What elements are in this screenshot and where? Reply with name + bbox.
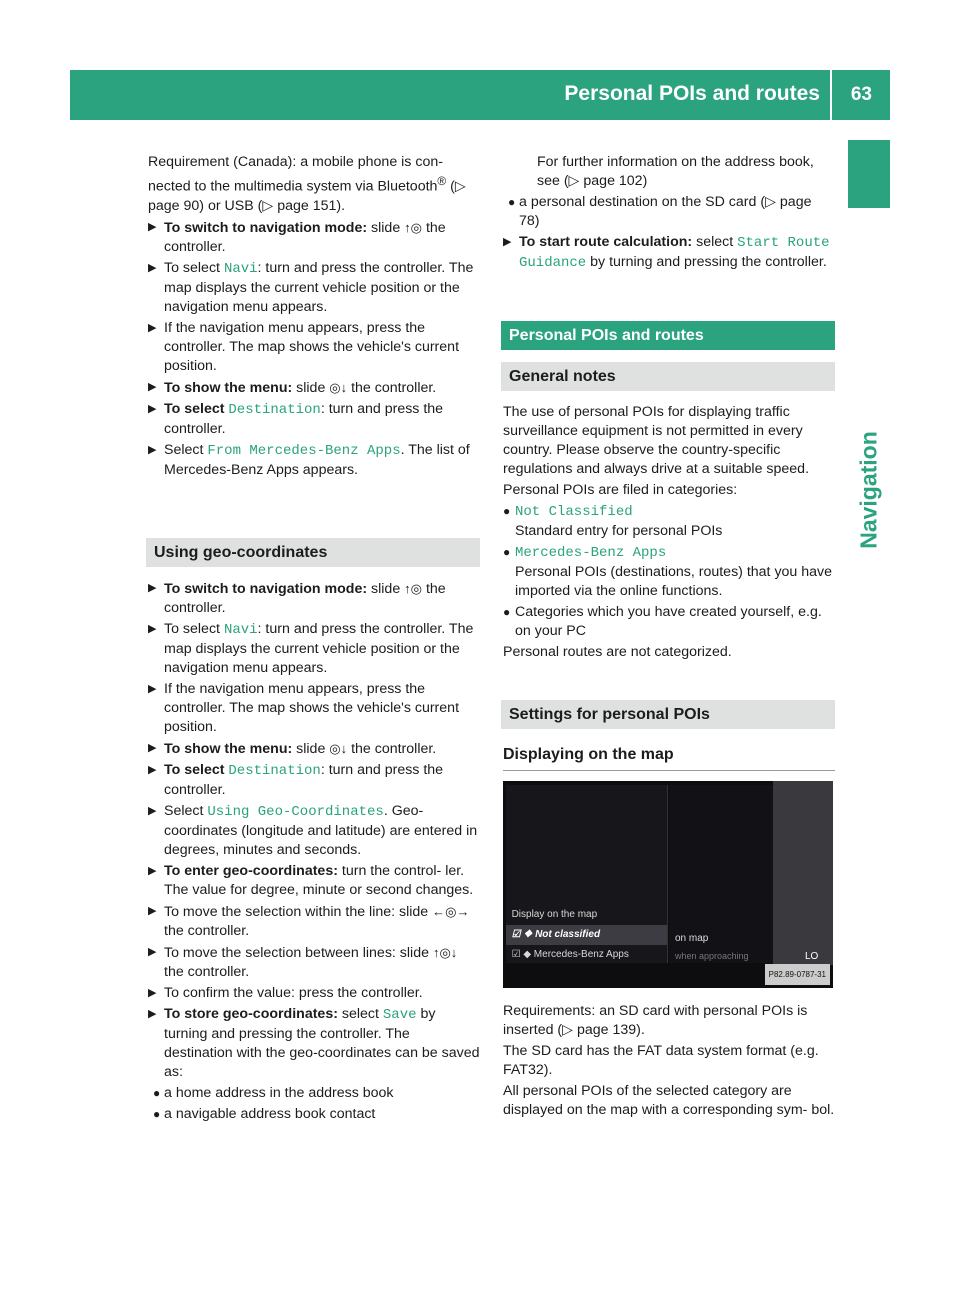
registered-mark: ® [437,174,447,188]
step: ▶ Select Using Geo-Coordinates. Geo-coordinates (longitude and latitude) are entered in degrees, minutes and seconds. [148,802,478,858]
step: ▶ To switch to navigation mode: slide ↑◎ the controller. [148,580,446,616]
step-arrow-icon: ▶ [148,741,157,754]
step-arrow-icon: ▶ [148,261,157,274]
step-arrow-icon: ▶ [148,986,157,999]
bullet-icon: ● [508,195,516,209]
requirements-paragraph: Requirements: an SD card with personal POIs is inserted (▷ page 139). [503,1003,808,1038]
category-item: ● Categories which you have created yourself, e.g. on your PC [503,604,822,639]
menu-item-destination: Destination [228,401,321,418]
step: ▶ If the navigation menu appears, press the controller. The map shows the vehicle's current position. [148,319,460,374]
controller-icon: ←◎→ [432,903,470,919]
intro-line-a: Requirement (Canada): a mobile phone is con- [148,154,443,170]
menu-item-from-mercedes-benz-apps: From Mercedes-Benz Apps [207,442,401,459]
menu-row-not-classified: ☑ ❖ Not classified [506,925,667,945]
step-arrow-icon: ▶ [148,581,157,594]
menu-item-save: Save [382,1006,417,1023]
list-item: ● a personal destination on the SD card (▷ page 78) [508,194,812,229]
step: ▶ To move the selection within the line: slide ←◎→ the controller. [148,903,470,939]
header-divider [830,70,832,120]
bullet-icon: ● [153,1085,161,1100]
app-icon: ◆ [523,949,532,960]
category-not-classified: Not Classified [515,504,633,520]
menu-item-using-geo-coordinates: Using Geo-Coordinates [207,803,384,820]
step: ▶ To select Navi: turn and press the controller. The map displays the current vehicle position or the navigation menu appears. [148,620,474,676]
step: ▶ To show the menu: slide ◎↓ the controller. [148,740,437,757]
bullet-icon: ● [503,545,511,559]
menu-item-navi: Navi [223,621,258,638]
category-item: ● Mercedes-Benz Apps Personal POIs (destinations, routes) that you have imported via the online functions. [503,545,833,599]
poi-icon: ❖ [523,929,533,940]
image-code: P82.89-0787-31 [765,964,830,985]
step: ▶ To show the menu: slide ◎↓ the controller. [148,379,437,396]
intro-line-b: nected to the multimedia system via Bluetooth [148,178,438,195]
side-section-label: Navigation [855,431,882,549]
approaching-label: when approaching [675,951,749,961]
step-arrow-icon: ▶ [148,220,157,233]
all-pois-paragraph: All personal POIs of the selected category are displayed on the map with a corresponding sym- bol. [503,1083,835,1118]
menu-row-display-on-the-map: Display on the map [511,909,598,920]
step: ▶ To store geo-coordinates: select Save by turning and pressing the controller. The destination with the geo-coordinates can be saved as: [148,1005,480,1080]
section-using-geo-coordinates: Using geo-coordinates [146,538,480,567]
step: ▶ To select Navi: turn and press the controller. The map displays the current vehicle position or the navigation menu appears. [148,259,474,315]
general-paragraph: The use of personal POIs for displaying traffic surveillance equipment is not permitted in every country. Please observe the country-specific regulations and always drive at a suitable speed. [503,404,810,477]
right-column [503,153,835,1122]
controller-icon: ↑◎↓ [432,944,458,960]
menu-item-navi: Navi [223,260,258,277]
intro-line-c: (▷ page 90) or USB (▷ page 151). [148,178,466,214]
step-arrow-icon: ▶ [148,864,157,877]
side-tab-marker [848,140,890,208]
step-arrow-icon: ▶ [503,236,512,248]
section-settings-for-personal-pois: Settings for personal POIs [501,700,835,729]
map-strip [773,781,833,965]
left-column [148,153,480,1126]
category-item: ● Not Classified Standard entry for personal POIs [503,504,723,539]
bullet-icon: ● [503,605,511,619]
step-arrow-icon: ▶ [148,763,157,776]
section-personal-pois-and-routes: Personal POIs and routes [501,321,835,350]
list-item: ● a navigable address book contact [153,1105,376,1122]
step-arrow-icon: ▶ [148,1007,157,1020]
checkbox-icon: ☑ [511,949,521,960]
menu-row-mercedes-benz-apps: ☑ ◆ Mercedes-Benz Apps [511,949,629,960]
step-arrow-icon: ▶ [148,380,157,393]
step: ▶ To confirm the value: press the controller. [148,984,423,1001]
step-arrow-icon: ▶ [148,622,157,635]
step-arrow-icon: ▶ [148,682,157,695]
controller-icon: ↑◎ [404,580,422,596]
list-item: ● a home address in the address book [153,1084,394,1101]
step: ▶ To move the selection between lines: slide ↑◎↓ the controller. [148,944,458,980]
step: ▶ To switch to navigation mode: slide ↑◎ the controller. [148,219,446,255]
step: ▶ To select Destination: turn and press the controller. [148,400,444,437]
heading-displaying-on-the-map: Displaying on the map [503,741,835,771]
step-arrow-icon: ▶ [148,402,157,415]
checkbox-icon: ☑ [511,929,521,940]
menu-item-start-route-guidance: Start Route Guidance [519,235,830,271]
bullet-icon: ● [503,504,511,518]
step-arrow-icon: ▶ [148,443,157,456]
step-arrow-icon: ▶ [148,804,157,817]
menu-item-destination: Destination [228,762,321,779]
step-arrow-icon: ▶ [148,945,157,958]
category-mercedes-benz-apps: Mercedes-Benz Apps [515,545,667,561]
controller-icon: ↑◎ [404,219,422,235]
page-number: 63 [850,84,872,105]
step: ▶ If the navigation menu appears, press the controller. The map shows the vehicle's current position. [148,680,460,735]
continued-text: For further information on the address book, see (▷ page 102) [537,154,814,189]
step-arrow-icon: ▶ [148,904,157,917]
fat-paragraph: The SD card has the FAT data system format (e.g. FAT32). [503,1043,819,1078]
page-header [70,70,890,120]
step: ▶ To start route calculation: select Start Route Guidance by turning and pressing the controller. [503,234,830,271]
controller-icon: ◎↓ [329,740,348,756]
step: ▶ Select From Mercedes-Benz Apps. The list of Mercedes-Benz Apps appears. [148,441,470,478]
step-arrow-icon: ▶ [148,321,157,334]
header-title: Personal POIs and routes [564,82,820,105]
step: ▶ To select Destination: turn and press the controller. [148,761,444,798]
lo-label: LO [805,951,819,962]
general-paragraph: Personal routes are not categorized. [503,644,732,660]
bullet-icon: ● [153,1106,161,1121]
intro-paragraph [148,153,480,216]
section-general-notes: General notes [501,362,835,391]
display-screenshot [503,781,833,988]
controller-icon: ◎↓ [329,379,348,395]
general-paragraph: Personal POIs are filed in categories: [503,482,738,498]
step: ▶ To enter geo-coordinates: turn the control- ler. The value for degree, minute or second changes. [148,862,474,898]
on-map-label: on map [675,933,709,944]
